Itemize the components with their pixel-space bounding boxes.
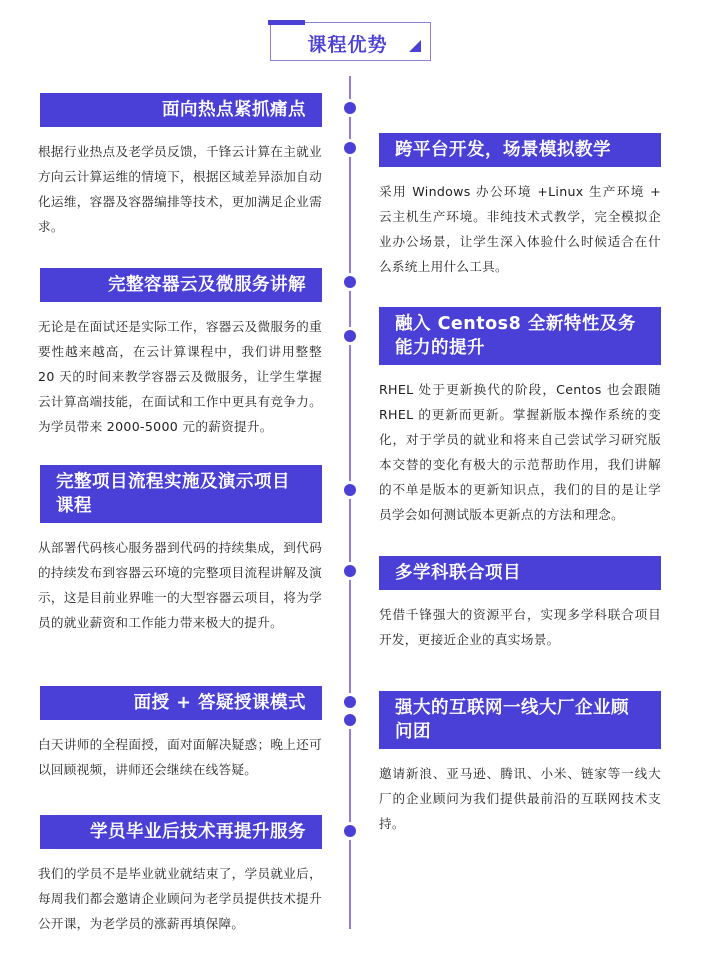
card-body: 白天讲师的全程面授，面对面解决疑惑；晚上还可以回顾视频，讲师还会继续在线答疑。 — [38, 737, 322, 777]
timeline-dot-icon — [344, 330, 356, 342]
advantage-card-project-flow — [40, 465, 322, 635]
section-title-box — [270, 22, 431, 61]
card-heading: 面向热点紧抓痛点 — [40, 93, 322, 127]
advantage-card-teaching-mode — [40, 686, 322, 782]
timeline-line — [349, 76, 351, 929]
advantage-card-alumni-service — [40, 815, 322, 936]
card-heading: 面授 + 答疑授课模式 — [40, 686, 322, 720]
corner-triangle-icon — [409, 40, 421, 52]
timeline-dot-icon — [344, 825, 356, 837]
card-heading: 完整容器云及微服务讲解 — [40, 268, 322, 302]
timeline-dot-icon — [344, 714, 356, 726]
timeline-dot-icon — [344, 696, 356, 708]
advantage-card-cross-platform — [379, 133, 661, 279]
timeline-dot-icon — [344, 565, 356, 577]
advantage-card-centos8 — [379, 307, 661, 527]
card-body: 我们的学员不是毕业就业就结束了，学员就业后，每周我们都会邀请企业顾问为老学员提供技术提升公开课，为老学员的涨薪再填保障。 — [38, 866, 322, 931]
section-title: 课程优势 — [307, 34, 388, 56]
timeline-dot-icon — [344, 276, 356, 288]
advantage-card-advisors — [379, 691, 661, 836]
advantage-card-multidiscipline — [379, 556, 661, 652]
card-heading: 强大的互联网一线大厂企业顾问团 — [379, 691, 661, 749]
title-accent-bar — [268, 20, 305, 25]
card-heading: 学员毕业后技术再提升服务 — [40, 815, 322, 849]
card-heading: 完整项目流程实施及演示项目课程 — [40, 465, 322, 523]
card-body: RHEL 处于更新换代的阶段，Centos 也会跟随 RHEL 的更新而更新。掌握新版本操作系统的变化，对于学员的就业和将来自己尝试学习研究版本交替的变化有极大的示范帮助作用，我们讲解的不单是版本的更新知识点，我们的目的是让学员学会如何测试版本更新点的方法和理念。 — [379, 382, 661, 522]
card-body: 无论是在面试还是实际工作，容器云及微服务的重要性越来越高，在云计算课程中，我们讲用整整 20 天的时间来教学容器云及微服务，让学生掌握云计算高端技能，在面试和工作中更具有竞争力。为学员带来 2000-5000 元的薪资提升。 — [38, 319, 322, 434]
advantage-card-container-cloud — [40, 268, 322, 439]
card-body: 从部署代码核心服务器到代码的持续集成，到代码的持续发布到容器云环境的完整项目流程讲解及演示，这是目前业界唯一的大型容器云项目，将为学员的就业薪资和工作能力带来极大的提升。 — [38, 540, 322, 630]
timeline-dot-icon — [344, 142, 356, 154]
card-body: 凭借千锋强大的资源平台，实现多学科联合项目开发，更接近企业的真实场景。 — [379, 607, 661, 647]
advantage-card-hotspots — [40, 93, 322, 239]
timeline-dot-icon — [344, 102, 356, 114]
timeline-dot-icon — [344, 484, 356, 496]
card-body: 采用 Windows 办公环境 +Linux 生产环境 + 云主机生产环境。非纯技术式教学，完全模拟企业办公场景，让学生深入体验什么时候适合在什么系统上用什么工具。 — [379, 184, 661, 274]
card-body: 根据行业热点及老学员反馈，千锋云计算在主就业方向云计算运维的情境下，根据区域差异添加自动化运维，容器及容器编排等技术，更加满足企业需求。 — [38, 144, 322, 234]
card-heading: 跨平台开发，场景模拟教学 — [379, 133, 661, 167]
card-body: 邀请新浪、亚马逊、腾讯、小米、链家等一线大厂的企业顾问为我们提供最前沿的互联网技术支持。 — [379, 766, 661, 831]
card-heading: 多学科联合项目 — [379, 556, 661, 590]
card-heading: 融入 Centos8 全新特性及务能力的提升 — [379, 307, 661, 365]
